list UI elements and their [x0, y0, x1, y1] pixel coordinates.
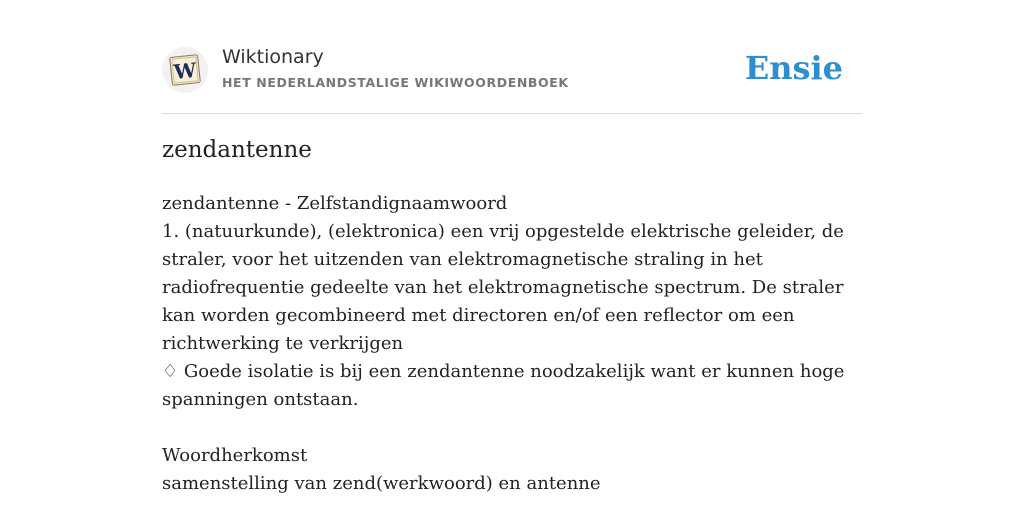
site-header: [162, 45, 862, 95]
logo-letter: W: [172, 57, 198, 85]
ensie-brand-link[interactable]: Ensie: [744, 49, 843, 87]
entry-definition: 1. (natuurkunde), (elektronica) een vrij opgestelde elektrische geleider, de straler, voor het uitzenden van elektromagnetische straling in het radiofrequentie gedeelte van het elektromagnetische spectrum. De straler kan worden gecombineerd met directoren en/of een reflector om een richtwerking te verkrijgen: [162, 221, 844, 354]
header-divider: [162, 113, 862, 114]
entry-example: ♢ Goede isolatie is bij een zendantenne noodzakelijk want er kunnen hoge spanningen ontstaan.: [162, 361, 845, 410]
site-tagline: HET NEDERLANDSTALIGE WIKIWOORDENBOEK: [222, 75, 569, 90]
etymology-heading: Woordherkomst: [162, 445, 308, 466]
wiktionary-logo-icon: [162, 47, 208, 93]
wiktionary-logo[interactable]: [162, 47, 208, 93]
etymology-text: samenstelling van zend(werkwoord) en antenne: [162, 473, 601, 494]
entry-content: [162, 190, 862, 498]
entry-title: zendantenne: [162, 137, 312, 163]
entry-heading: zendantenne - Zelfstandignaamwoord: [162, 193, 508, 214]
site-name[interactable]: Wiktionary: [222, 46, 324, 68]
content-spacer: [162, 414, 862, 442]
